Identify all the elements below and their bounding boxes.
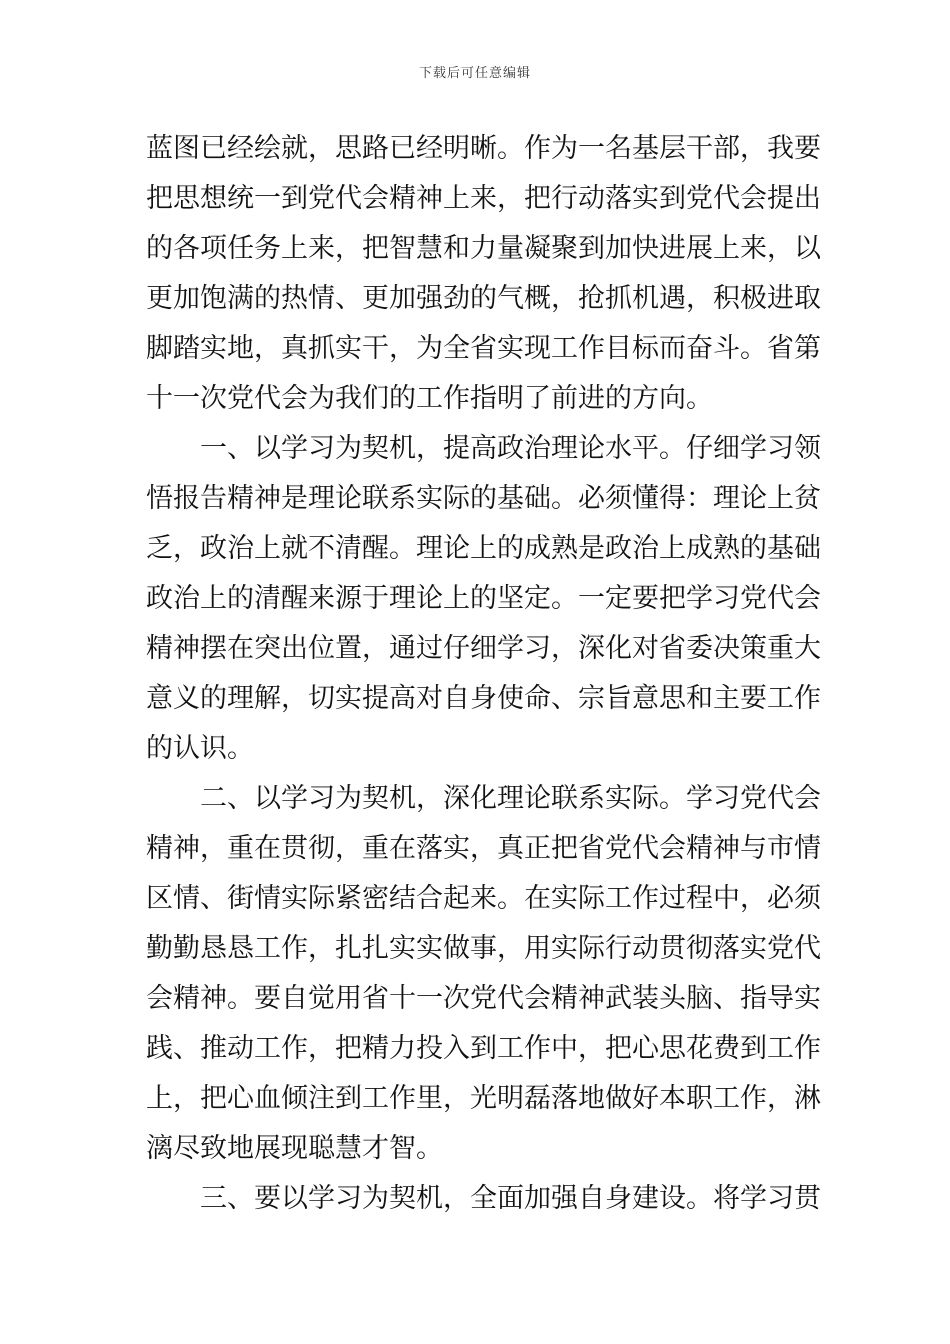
text-line: 蓝图已经绘就，思路已经明晰。作为一名基层干部，我要 xyxy=(146,133,821,164)
paragraph-heading-line: 三、要以学习为契机，全面加强自身建设。将学习贯 xyxy=(200,1183,821,1214)
paragraph-heading-line: 二、以学习为契机，深化理论联系实际。学习党代会 xyxy=(200,783,821,814)
document-body xyxy=(146,124,821,1224)
text-line: 上，把心血倾注到工作里，光明磊落地做好本职工作，淋 xyxy=(146,1083,821,1114)
text-line: 意义的理解，切实提高对自身使命、宗旨意思和主要工作 xyxy=(146,683,821,714)
text-line: 区情、街情实际紧密结合起来。在实际工作过程中，必须 xyxy=(146,883,821,914)
header-note: 下载后可任意编辑 xyxy=(418,66,531,81)
text-line: 把思想统一到党代会精神上来，把行动落实到党代会提出 xyxy=(146,183,821,214)
text-line: 悟报告精神是理论联系实际的基础。必须懂得：理论上贫 xyxy=(146,483,821,514)
text-line: 会精神。要自觉用省十一次党代会精神武装头脑、指导实 xyxy=(146,983,821,1014)
text-line: 的各项任务上来，把智慧和力量凝聚到加快进展上来，以 xyxy=(146,233,821,264)
text-line: 政治上的清醒来源于理论上的坚定。一定要把学习党代会 xyxy=(146,583,821,614)
text-line: 的认识。 xyxy=(146,733,254,764)
text-line: 更加饱满的热情、更加强劲的气概，抢抓机遇，积极进取 xyxy=(146,283,821,314)
text-line: 十一次党代会为我们的工作指明了前进的方向。 xyxy=(146,383,713,414)
text-line: 乏，政治上就不清醒。理论上的成熟是政治上成熟的基础 xyxy=(146,533,821,564)
text-line: 精神，重在贯彻，重在落实，真正把省党代会精神与市情 xyxy=(146,833,821,864)
text-line: 精神摆在突出位置，通过仔细学习，深化对省委决策重大 xyxy=(146,633,821,664)
text-line: 践、推动工作，把精力投入到工作中，把心思花费到工作 xyxy=(146,1033,821,1064)
text-line: 勤勤恳恳工作，扎扎实实做事，用实际行动贯彻落实党代 xyxy=(146,933,821,964)
text-line: 脚踏实地，真抓实干，为全省实现工作目标而奋斗。省第 xyxy=(146,333,821,364)
paragraph-heading-line: 一、以学习为契机，提高政治理论水平。仔细学习领 xyxy=(200,433,821,464)
text-line: 漓尽致地展现聪慧才智。 xyxy=(146,1133,443,1164)
